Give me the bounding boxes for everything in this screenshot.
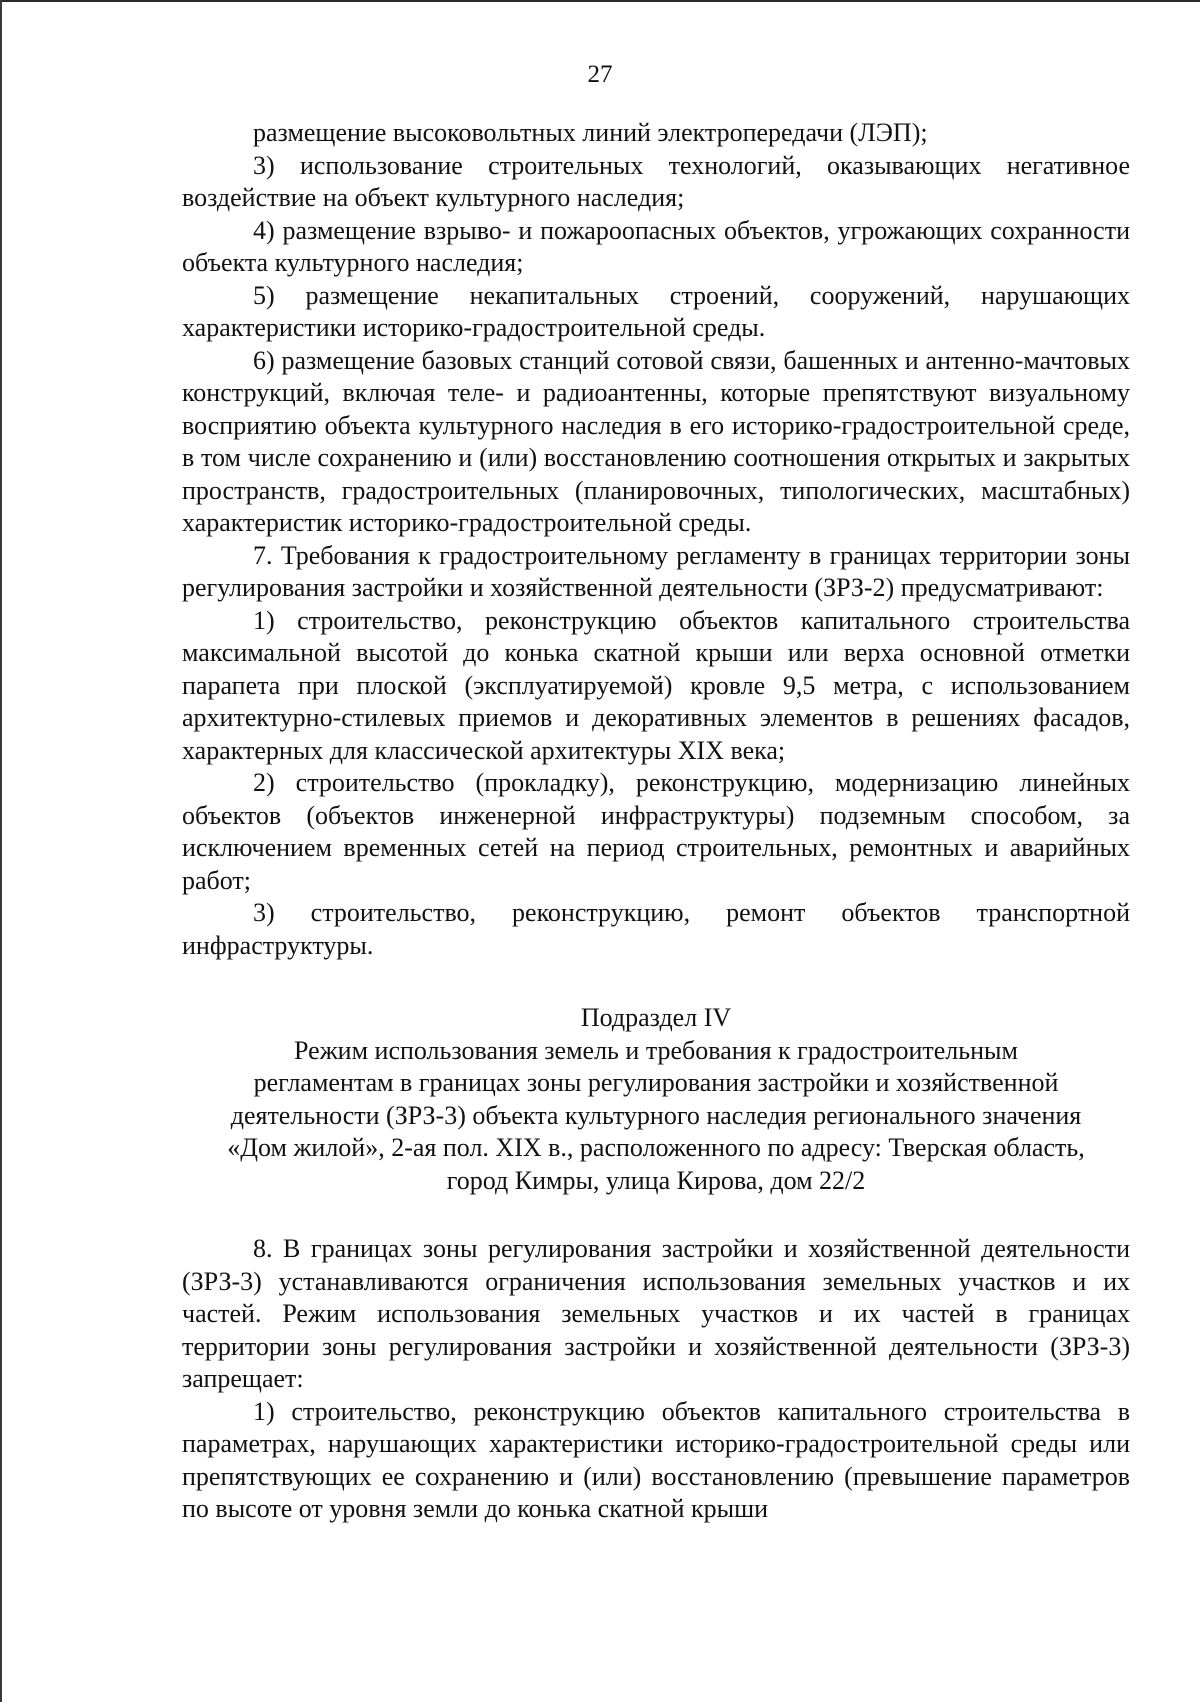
paragraph-clause-8-item-1: 1) строительство, реконструкцию объектов капитального строительства в параметрах, нарушающих характеристики историко-градостроительной среды или препятствующих ее сохранению и (или) восстановлению (превышение параметров по высоте от уровня земли до конька скатной крыши [182, 1396, 1130, 1523]
section-title: Подраздел IV [580, 1003, 732, 1032]
section-heading-line: город Кимры, улица Кирова, дом 22/2 [446, 1165, 866, 1195]
paragraph-item-6-base-stations: 6) размещение базовых станций сотовой связи, башенных и антенно-мачтовых конструкций, включая теле- и радиоантенны, которые препятствуют визуальному восприятию объекта культурного наследия в его историко-градостроительной среде, в том числе сохранению и (или) восстановлению соотношения открытых и закрытых пространств, градостроительных (планировочных, типологических, масштабных) характеристик историко-градостроительной среды. [182, 345, 1130, 537]
document-body [182, 117, 1130, 1526]
paragraph-clause-7-item-2: 2) строительство (прокладку), реконструкцию, модернизацию линейных объектов (объектов инженерной инфраструктуры) подземным способом, за исключением временных сетей на период строительных, ремонтных и аварийных работ; [182, 768, 1130, 895]
paragraph-item-5-temporary-structures: 5) размещение некапитальных строений, сооружений, нарушающих характеристики историко-градостроительной среды. [182, 280, 1130, 342]
paragraph-ltp-placement: размещение высоковольтных линий электропередачи (ЛЭП); [253, 118, 928, 147]
section-spacer-top [182, 962, 1130, 1002]
paragraph-item-4-hazardous-objects: 4) размещение взрыво- и пожароопасных объектов, угрожающих сохранности объекта культурного наследия; [182, 215, 1130, 277]
section-heading-line: деятельности (ЗРЗ-3) объекта культурного наследия регионального значения [230, 1100, 1082, 1130]
section-heading [182, 1002, 1130, 1197]
paragraph-clause-7-item-1: 1) строительство, реконструкцию объектов капитального строительства максимальной высотой до конька скатной крыши или верха основной отметки парапета при плоской (эксплуатируемой) кровле 9,5 метра, с использованием архитектурно-стилевых приемов и декоративных элементов в решениях фасадов, характерных для классической архитектуры XIX века; [182, 605, 1130, 765]
scan-edge-left [0, 0, 2, 1702]
paragraph-clause-7-item-3: 3) строительство, реконструкцию, ремонт объектов транспортной инфраструктуры. [182, 898, 1130, 960]
section-heading-line: «Дом жилой», 2-ая пол. XIX в., расположенного по адресу: Тверская область, [227, 1133, 1085, 1162]
section-spacer-bottom [182, 1197, 1130, 1233]
section-heading-line: регламентам в границах зоны регулирования застройки и хозяйственной [253, 1068, 1059, 1097]
scan-edge-top [0, 0, 1200, 2]
paragraph-item-3-technologies: 3) использование строительных технологий, оказывающих негативное воздействие на объект культурного наследия; [182, 150, 1130, 212]
section-heading-line: Режим использования земель и требования к градостроительным [294, 1035, 1018, 1065]
page-number: 27 [587, 61, 613, 88]
paragraph-clause-8: 8. В границах зоны регулирования застройки и хозяйственной деятельности (ЗРЗ-3) устанавливаются ограничения использования земельных участков и их частей. Режим использования земельных участков и их частей в границах территории зоны регулирования застройки и хозяйственной деятельности (ЗРЗ-3) запрещает: [182, 1234, 1130, 1393]
paragraph-clause-7: 7. Требования к градостроительному регламенту в границах территории зоны регулирования застройки и хозяйственной деятельности (ЗРЗ-2) предусматривают: [182, 540, 1130, 602]
